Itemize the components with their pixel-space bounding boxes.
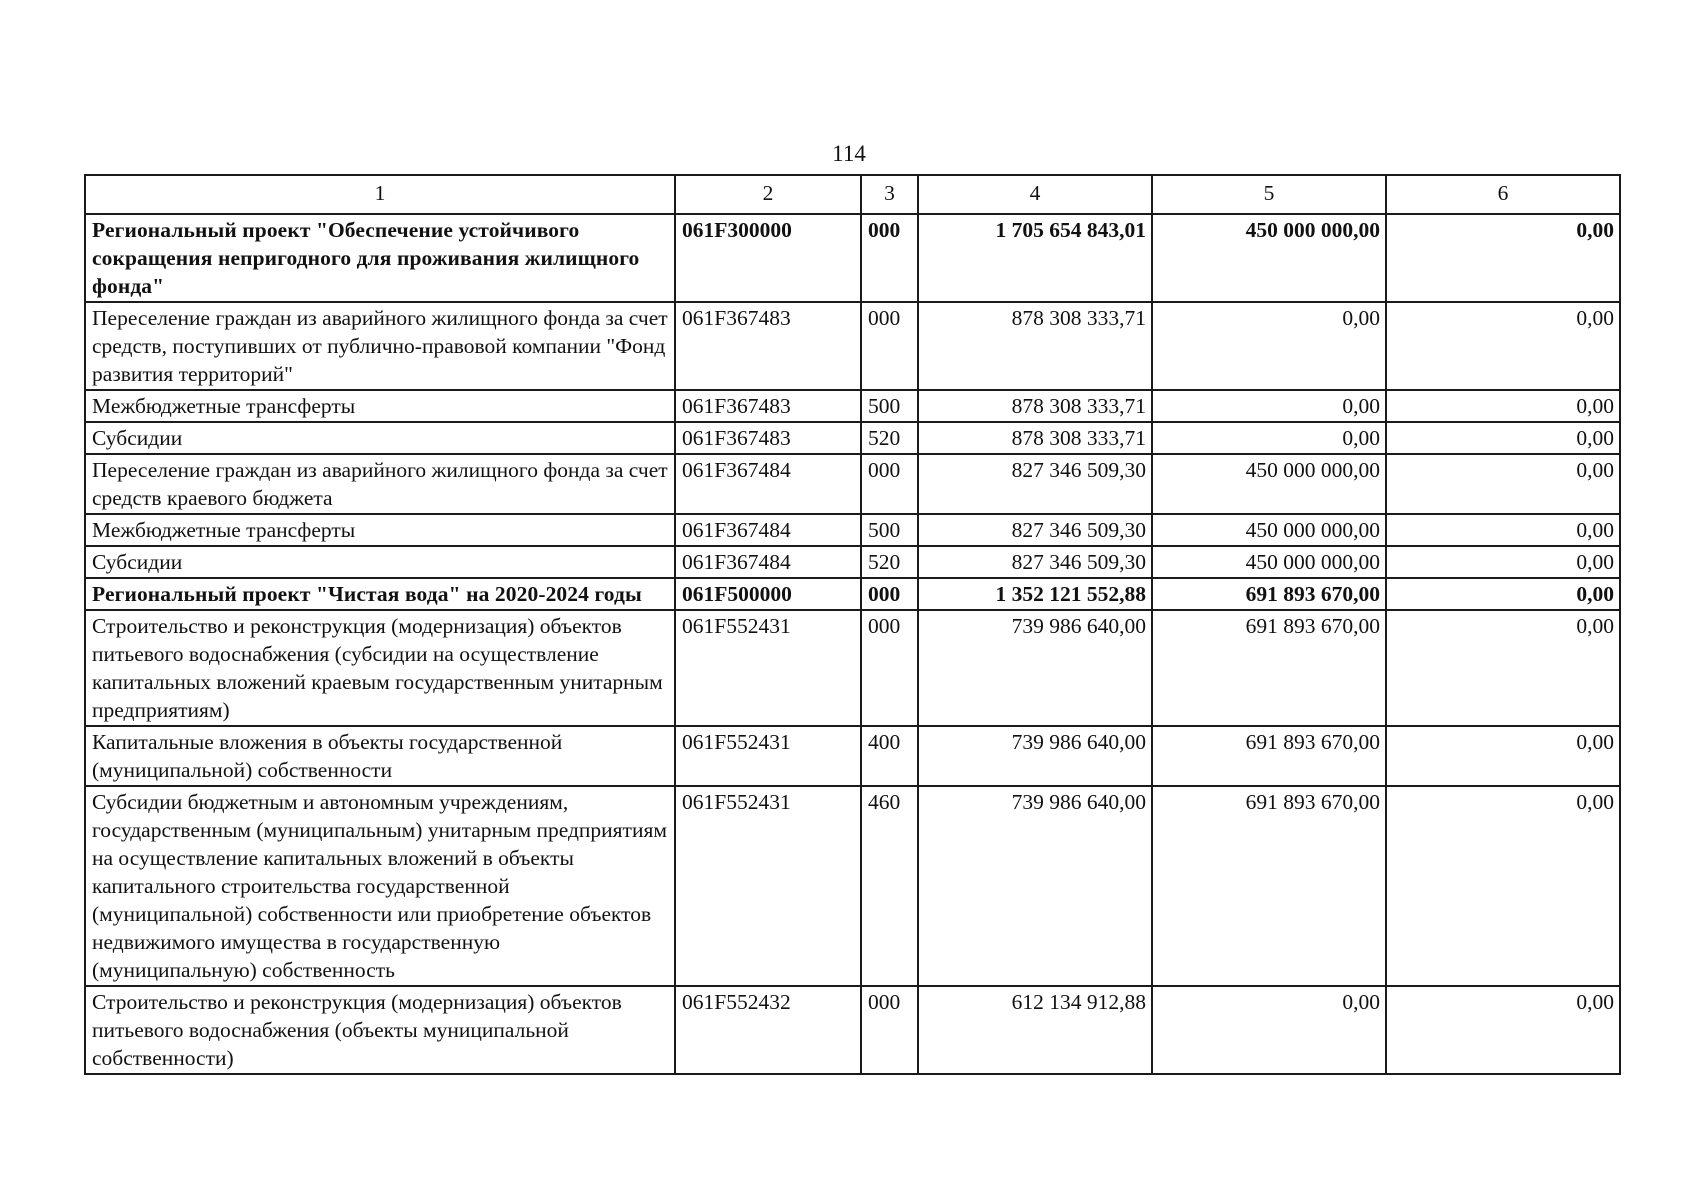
amount-col-4: 739 986 640,00 xyxy=(918,786,1152,986)
row-name: Региональный проект "Обеспечение устойчивого сокращения непригодного для проживания жилищного фонда" xyxy=(85,214,675,302)
amount-col-4: 1 705 654 843,01 xyxy=(918,214,1152,302)
amount-col-6: 0,00 xyxy=(1386,726,1620,786)
amount-col-5: 0,00 xyxy=(1152,422,1386,454)
row-name: Переселение граждан из аварийного жилищного фонда за счет средств краевого бюджета xyxy=(85,454,675,514)
target-article-code: 061F367484 xyxy=(675,454,861,514)
column-header: 3 xyxy=(861,175,918,214)
target-article-code: 061F552431 xyxy=(675,786,861,986)
row-name: Строительство и реконструкция (модернизация) объектов питьевого водоснабжения (субсидии на осуществление капитальных вложений краевым государственным унитарным предприятиям) xyxy=(85,610,675,726)
amount-col-6: 0,00 xyxy=(1386,578,1620,610)
row-name: Строительство и реконструкция (модернизация) объектов питьевого водоснабжения (объекты муниципальной собственности) xyxy=(85,986,675,1074)
amount-col-5: 691 893 670,00 xyxy=(1152,578,1386,610)
expense-type-code: 500 xyxy=(861,390,918,422)
target-article-code: 061F367483 xyxy=(675,390,861,422)
row-name: Капитальные вложения в объекты государственной (муниципальной) собственности xyxy=(85,726,675,786)
table-row xyxy=(85,578,1620,610)
expense-type-code: 500 xyxy=(861,514,918,546)
amount-col-4: 878 308 333,71 xyxy=(918,302,1152,390)
amount-col-5: 450 000 000,00 xyxy=(1152,546,1386,578)
expense-type-code: 000 xyxy=(861,610,918,726)
column-header: 6 xyxy=(1386,175,1620,214)
target-article-code: 061F552431 xyxy=(675,610,861,726)
table-row xyxy=(85,726,1620,786)
expense-type-code: 000 xyxy=(861,454,918,514)
amount-col-6: 0,00 xyxy=(1386,514,1620,546)
expense-type-code: 000 xyxy=(861,302,918,390)
amount-col-4: 739 986 640,00 xyxy=(918,726,1152,786)
amount-col-4: 612 134 912,88 xyxy=(918,986,1152,1074)
table-row xyxy=(85,610,1620,726)
table-row xyxy=(85,514,1620,546)
amount-col-6: 0,00 xyxy=(1386,986,1620,1074)
expense-type-code: 000 xyxy=(861,986,918,1074)
amount-col-6: 0,00 xyxy=(1386,422,1620,454)
table-row xyxy=(85,546,1620,578)
row-name: Межбюджетные трансферты xyxy=(85,514,675,546)
amount-col-5: 0,00 xyxy=(1152,390,1386,422)
expense-type-code: 400 xyxy=(861,726,918,786)
amount-col-6: 0,00 xyxy=(1386,786,1620,986)
row-name: Субсидии бюджетным и автономным учреждениям, государственным (муниципальным) унитарным предприятиям на осуществление капитальных вложений в объекты капитального строительства государственной (муниципальной) собственности или приобретение объектов недвижимого имущества в государственную (муниципальную) собственность xyxy=(85,786,675,986)
row-name: Региональный проект "Чистая вода" на 2020-2024 годы xyxy=(85,578,675,610)
table-row xyxy=(85,214,1620,302)
column-header: 5 xyxy=(1152,175,1386,214)
amount-col-5: 450 000 000,00 xyxy=(1152,454,1386,514)
amount-col-6: 0,00 xyxy=(1386,546,1620,578)
table-row xyxy=(85,302,1620,390)
column-header: 4 xyxy=(918,175,1152,214)
amount-col-4: 878 308 333,71 xyxy=(918,390,1152,422)
target-article-code: 061F552431 xyxy=(675,726,861,786)
target-article-code: 061F367484 xyxy=(675,546,861,578)
target-article-code: 061F367483 xyxy=(675,302,861,390)
budget-table xyxy=(84,174,1621,1075)
row-name: Субсидии xyxy=(85,546,675,578)
amount-col-5: 0,00 xyxy=(1152,302,1386,390)
amount-col-6: 0,00 xyxy=(1386,390,1620,422)
amount-col-5: 691 893 670,00 xyxy=(1152,610,1386,726)
row-name: Переселение граждан из аварийного жилищного фонда за счет средств, поступивших от публично-правовой компании "Фонд развития территорий" xyxy=(85,302,675,390)
column-header: 2 xyxy=(675,175,861,214)
amount-col-5: 450 000 000,00 xyxy=(1152,514,1386,546)
amount-col-4: 878 308 333,71 xyxy=(918,422,1152,454)
target-article-code: 061F552432 xyxy=(675,986,861,1074)
row-name: Межбюджетные трансферты xyxy=(85,390,675,422)
expense-type-code: 460 xyxy=(861,786,918,986)
amount-col-5: 691 893 670,00 xyxy=(1152,786,1386,986)
column-header: 1 xyxy=(85,175,675,214)
expense-type-code: 520 xyxy=(861,422,918,454)
table-row xyxy=(85,786,1620,986)
budget-table-body xyxy=(85,175,1620,1074)
table-row xyxy=(85,986,1620,1074)
table-row xyxy=(85,422,1620,454)
amount-col-4: 739 986 640,00 xyxy=(918,610,1152,726)
expense-type-code: 000 xyxy=(861,578,918,610)
amount-col-4: 827 346 509,30 xyxy=(918,546,1152,578)
table-row xyxy=(85,390,1620,422)
target-article-code: 061F367483 xyxy=(675,422,861,454)
column-number-row xyxy=(85,175,1620,214)
target-article-code: 061F500000 xyxy=(675,578,861,610)
target-article-code: 061F300000 xyxy=(675,214,861,302)
amount-col-6: 0,00 xyxy=(1386,610,1620,726)
target-article-code: 061F367484 xyxy=(675,514,861,546)
table-row xyxy=(85,454,1620,514)
expense-type-code: 520 xyxy=(861,546,918,578)
row-name: Субсидии xyxy=(85,422,675,454)
expense-type-code: 000 xyxy=(861,214,918,302)
amount-col-5: 450 000 000,00 xyxy=(1152,214,1386,302)
amount-col-6: 0,00 xyxy=(1386,214,1620,302)
amount-col-5: 691 893 670,00 xyxy=(1152,726,1386,786)
amount-col-6: 0,00 xyxy=(1386,302,1620,390)
amount-col-6: 0,00 xyxy=(1386,454,1620,514)
amount-col-4: 1 352 121 552,88 xyxy=(918,578,1152,610)
amount-col-4: 827 346 509,30 xyxy=(918,514,1152,546)
amount-col-4: 827 346 509,30 xyxy=(918,454,1152,514)
amount-col-5: 0,00 xyxy=(1152,986,1386,1074)
page-number: 114 xyxy=(832,141,866,166)
